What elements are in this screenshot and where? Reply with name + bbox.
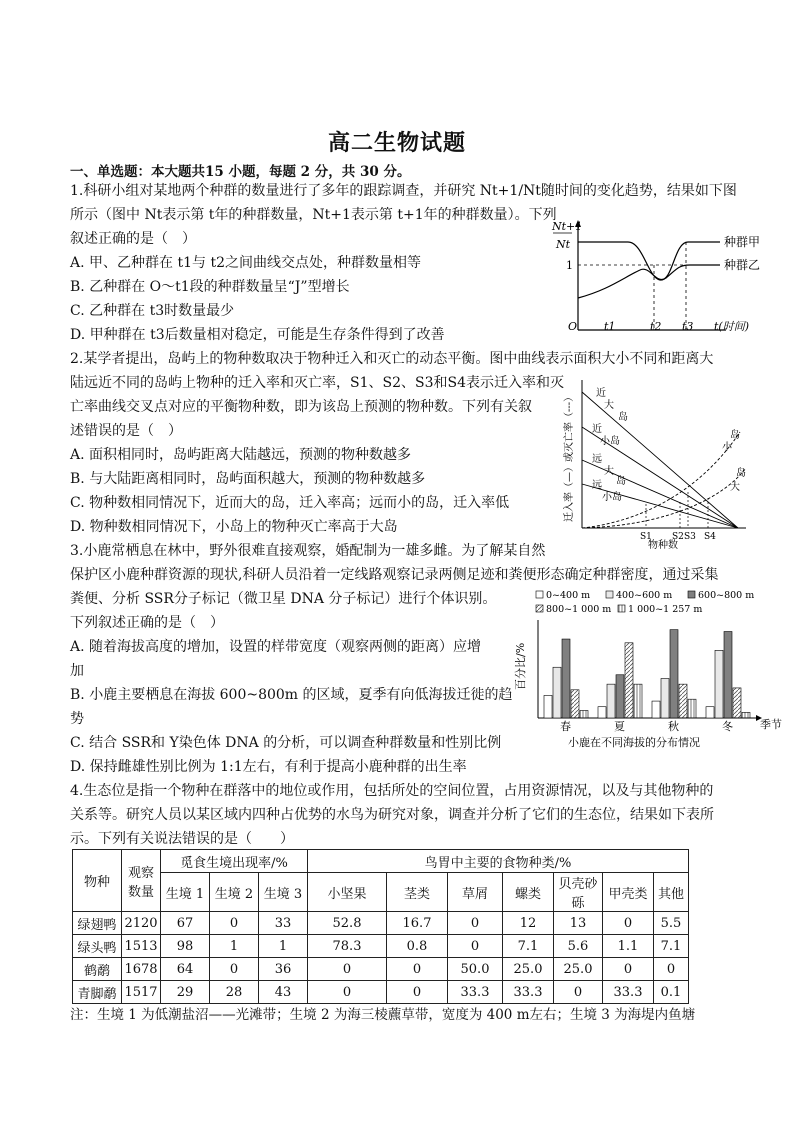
legend-label: 1 000~1 257 m bbox=[628, 604, 703, 615]
q3-option-d: D. 保持雌雄性别比例为 1:1左右，有利于提高小鹿种群的出生率 bbox=[70, 759, 467, 775]
q2-figure bbox=[560, 372, 760, 556]
table-cell: 5.6 bbox=[554, 935, 603, 958]
q3-option-c: C. 结合 SSR和 Y染色体 DNA 的分析，可以调查种群数量和性别比例 bbox=[70, 735, 502, 751]
bar bbox=[733, 688, 741, 718]
table-cell: 0 bbox=[603, 958, 654, 981]
q1-x-label: t(时间) bbox=[714, 320, 750, 333]
q2-c3c: 岛 bbox=[616, 476, 626, 487]
bar bbox=[625, 643, 633, 718]
table-cell: 7.1 bbox=[503, 935, 554, 958]
q2-s3: S3 bbox=[684, 532, 696, 542]
q4-table-note: 注：生境 1 为低潮盐沼——光滩带；生境 2 为海三棱藨草带，宽度为 400 m左右；生境 3 为海堤内鱼塘 bbox=[70, 1007, 696, 1023]
legend-swatch bbox=[688, 591, 695, 598]
table-cell: 0.1 bbox=[654, 981, 689, 1004]
q3-stem-line3: 粪便、分析 SSR分子标记（微卫星 DNA 分子标记）进行个体识别。 bbox=[70, 591, 497, 607]
q1-t1-label: t1 bbox=[604, 320, 616, 333]
q4-stem-line3: 示。下列有关说法错误的是（ ） bbox=[70, 831, 294, 847]
table-cell: 2120 bbox=[122, 912, 161, 935]
q1-ylab-top: Nt+1 bbox=[552, 220, 583, 233]
q1-one-label: 1 bbox=[566, 259, 573, 272]
q2-c4b: 小岛 bbox=[602, 492, 622, 503]
bar bbox=[679, 684, 687, 718]
table-cell: 25.0 bbox=[503, 958, 554, 981]
category-label: 春 bbox=[560, 720, 571, 733]
q3-stem-line4: 下列叙述正确的是（ ） bbox=[70, 615, 224, 631]
table-cell: 0 bbox=[448, 912, 503, 935]
q4-table bbox=[72, 849, 689, 1004]
table-cell: 0.8 bbox=[387, 935, 448, 958]
table-cell: 1678 bbox=[122, 958, 161, 981]
bar bbox=[553, 667, 561, 718]
q1-curve-b bbox=[578, 265, 720, 298]
bar bbox=[688, 699, 696, 718]
q1-option-c: C. 乙种群在 t3时数量最少 bbox=[70, 303, 235, 319]
table-header-habitat: 觅食生境出现率/% bbox=[161, 850, 308, 873]
table-cell: 33 bbox=[259, 912, 308, 935]
table-cell: 0 bbox=[308, 981, 387, 1004]
q1-ylab-bot: Nt bbox=[556, 238, 571, 251]
q1-stem-line2: 所示（图中 Nt表示第 t年的种群数量，Nt+1表示第 t+1年的种群数量）。下列 bbox=[70, 207, 557, 223]
table-cell: 64 bbox=[161, 958, 210, 981]
bar bbox=[607, 684, 615, 718]
table-cell: 0 bbox=[308, 958, 387, 981]
q1-stem-line1: 1.科研小组对某地两个种群的数量进行了多年的跟踪调查，并研究 Nt+1/Nt随时间的变化趋势，结果如下图 bbox=[70, 183, 737, 199]
table-cell: 0 bbox=[387, 958, 448, 981]
q1-origin: O bbox=[568, 320, 578, 333]
table-subheader: 小坚果 bbox=[308, 873, 387, 912]
table-subheader: 生境 1 bbox=[161, 873, 210, 912]
table-cell: 78.3 bbox=[308, 935, 387, 958]
q2-option-c: C. 物种数相同情况下，近而大的岛，迁入率高；远而小的岛，迁入率低 bbox=[70, 495, 510, 511]
table-cell: 0 bbox=[387, 981, 448, 1004]
table-row bbox=[73, 935, 689, 958]
table-cell: 13 bbox=[554, 912, 603, 935]
q1-legend-b: 种群乙 bbox=[724, 258, 761, 272]
q2-x-label: 物种数 bbox=[648, 540, 678, 551]
category-label: 夏 bbox=[614, 720, 625, 733]
q2-d2b: 大 bbox=[730, 482, 740, 493]
legend-swatch bbox=[536, 605, 543, 612]
q3-stem-line1: 3.小鹿常栖息在林中，野外很难直接观察，婚配制为一雄多雌。为了解某自然 bbox=[70, 543, 546, 559]
table-header-count: 观察数量 bbox=[122, 850, 161, 912]
q2-s4: S4 bbox=[704, 532, 716, 542]
table-cell: 0 bbox=[554, 981, 603, 1004]
bar bbox=[742, 712, 750, 718]
legend-label: 600~800 m bbox=[698, 590, 755, 601]
q3-option-b-line1: B. 小鹿主要栖息在海拔 600~800m 的区域，夏季有向低海拔迁徙的趋 bbox=[70, 687, 513, 703]
table-row bbox=[73, 958, 689, 981]
q2-stem-line2: 陆远近不同的岛屿上物种的迁入率和灭亡率，S1、S2、S3和S4表示迁入率和灭 bbox=[70, 375, 564, 391]
table-row bbox=[73, 981, 689, 1004]
table-subheader: 其他 bbox=[654, 873, 689, 912]
table-cell: 0 bbox=[654, 958, 689, 981]
table-cell: 98 bbox=[161, 935, 210, 958]
bar bbox=[580, 710, 588, 718]
q4-stem-line2: 关系等。研究人员以某区域内四种占优势的水鸟为研究对象，调查并分析了它们的生态位，结果如下表所 bbox=[70, 807, 714, 823]
q2-c1b: 大 bbox=[604, 400, 614, 411]
page-title: 高二生物试题 bbox=[327, 130, 466, 156]
q2-option-b: B. 与大陆距离相同时，岛屿面积越大，预测的物种数越多 bbox=[70, 471, 426, 487]
q2-c1c: 岛 bbox=[618, 412, 628, 423]
legend-label: 800~1 000 m bbox=[546, 604, 612, 615]
q2-d2a: 岛 bbox=[736, 468, 746, 479]
table-cell: 1513 bbox=[122, 935, 161, 958]
bar bbox=[634, 684, 642, 718]
q3-option-b-line2: 势 bbox=[70, 711, 84, 727]
table-subheader: 贝壳砂砾 bbox=[554, 873, 603, 912]
bar bbox=[544, 695, 552, 718]
table-cell: 12 bbox=[503, 912, 554, 935]
table-header-food: 鸟胃中主要的食物种类/% bbox=[308, 850, 689, 873]
table-subheader: 生境 3 bbox=[259, 873, 308, 912]
legend-label: 400~600 m bbox=[616, 590, 673, 601]
table-cell: 67 bbox=[161, 912, 210, 935]
section-heading: 一、单选题：本大题共15 小题，每题 2 分，共 30 分。 bbox=[70, 164, 411, 180]
table-cell: 52.8 bbox=[308, 912, 387, 935]
legend-swatch bbox=[536, 591, 543, 598]
q2-stem-line4: 述错误的是（ ） bbox=[70, 423, 182, 439]
q3-chart-title: 小鹿在不同海拔的分布情况 bbox=[568, 736, 700, 749]
table-cell: 0 bbox=[210, 912, 259, 935]
legend-label: 0~400 m bbox=[546, 590, 591, 601]
q2-d1a: 岛 bbox=[730, 430, 740, 441]
table-cell: 5.5 bbox=[654, 912, 689, 935]
q2-curve-far-small bbox=[582, 484, 738, 528]
table-cell: 1 bbox=[259, 935, 308, 958]
category-label: 秋 bbox=[668, 720, 679, 733]
q3-chart-ylabel: 百分比/% bbox=[514, 642, 527, 690]
q2-c4a: 远 bbox=[592, 480, 602, 491]
table-cell-species: 绿头鸭 bbox=[73, 935, 122, 958]
table-cell-species: 青脚鹬 bbox=[73, 981, 122, 1004]
q1-option-b: B. 乙种群在 O～t1段的种群数量呈“J”型增长 bbox=[70, 279, 350, 295]
table-cell: 7.1 bbox=[654, 935, 689, 958]
q2-c3b: 大 bbox=[604, 466, 614, 477]
table-cell: 0 bbox=[210, 958, 259, 981]
bar bbox=[616, 675, 624, 718]
q2-c2b: 小岛 bbox=[600, 436, 620, 447]
q1-legend-a: 种群甲 bbox=[724, 235, 761, 249]
table-cell: 1.1 bbox=[603, 935, 654, 958]
q2-c1a: 近 bbox=[596, 388, 606, 399]
q2-c3a: 远 bbox=[592, 454, 602, 465]
q2-option-a: A. 面积相同时，岛屿距离大陆越远，预测的物种数越多 bbox=[70, 447, 412, 463]
table-row bbox=[73, 912, 689, 935]
table-cell: 1517 bbox=[122, 981, 161, 1004]
bar bbox=[652, 701, 660, 718]
bar bbox=[724, 632, 732, 718]
table-subheader: 草屑 bbox=[448, 873, 503, 912]
q3-chart-xlabel: 季节 bbox=[760, 718, 782, 731]
table-cell: 0 bbox=[603, 912, 654, 935]
category-label: 冬 bbox=[722, 720, 733, 733]
table-cell-species: 鹤鹬 bbox=[73, 958, 122, 981]
q1-curve-a bbox=[578, 242, 720, 280]
table-cell: 36 bbox=[259, 958, 308, 981]
legend-swatch bbox=[606, 591, 613, 598]
q1-option-d: D. 甲种群在 t3后数量相对稳定，可能是生存条件得到了改善 bbox=[70, 327, 445, 343]
q1-t2-label: t2 bbox=[650, 320, 662, 333]
q1-stem-line3: 叙述正确的是（ ） bbox=[70, 231, 196, 247]
legend-swatch bbox=[618, 605, 625, 612]
table-cell: 33.3 bbox=[503, 981, 554, 1004]
bar bbox=[670, 630, 678, 718]
q2-option-d: D. 物种数相同情况下，小岛上的物种灭亡率高于大岛 bbox=[70, 519, 398, 535]
bar bbox=[661, 679, 669, 718]
q2-s2: S2 bbox=[672, 532, 684, 542]
table-subheader: 茎类 bbox=[387, 873, 448, 912]
table-cell: 16.7 bbox=[387, 912, 448, 935]
q3-stem-line2: 保护区小鹿种群资源的现状,科研人员沿着一定线路观察记录两侧足迹和粪便形态确定种群密度，通过采集 bbox=[70, 567, 719, 583]
q2-stem-line1: 2.某学者提出，岛屿上的物种数取决于物种迁入和灭亡的动态平衡。图中曲线表示面积大小不同和距离大 bbox=[70, 351, 714, 367]
q2-s1: S1 bbox=[640, 532, 652, 542]
table-cell: 0 bbox=[448, 935, 503, 958]
bar bbox=[598, 707, 606, 718]
table-cell: 50.0 bbox=[448, 958, 503, 981]
q3-option-a-line2: 加 bbox=[70, 663, 84, 679]
bar bbox=[706, 707, 714, 718]
q1-option-a: A. 甲、乙种群在 t1与 t2之间曲线交点处，种群数量相等 bbox=[70, 255, 421, 271]
table-header-species: 物种 bbox=[73, 850, 122, 912]
bar bbox=[571, 690, 579, 718]
table-cell: 1 bbox=[210, 935, 259, 958]
q2-curve-near-large bbox=[582, 392, 738, 528]
table-subheader: 甲壳类 bbox=[603, 873, 654, 912]
table-cell: 29 bbox=[161, 981, 210, 1004]
bar bbox=[715, 650, 723, 718]
table-subheader: 生境 2 bbox=[210, 873, 259, 912]
table-subheader: 螺类 bbox=[503, 873, 554, 912]
q3-bar-chart bbox=[510, 590, 790, 752]
q4-stem-line1: 4.生态位是指一个物种在群落中的地位或作用，包括所处的空间位置，占用资源情况，以及与其他物种的 bbox=[70, 783, 714, 799]
table-cell-species: 绿翅鸭 bbox=[73, 912, 122, 935]
table-cell: 33.3 bbox=[448, 981, 503, 1004]
bar bbox=[562, 639, 570, 718]
table-cell: 43 bbox=[259, 981, 308, 1004]
q2-c2a: 近 bbox=[592, 424, 602, 435]
q1-t3-label: t3 bbox=[682, 320, 694, 333]
q2-d1b: 小 bbox=[722, 442, 732, 453]
q2-y-label: 迁入率（—）或灭亡率（---） bbox=[564, 391, 575, 522]
q3-option-a-line1: A. 随着海拔高度的增加，设置的样带宽度（观察两侧的距离）应增 bbox=[70, 639, 482, 655]
q1-figure bbox=[548, 218, 794, 338]
table-cell: 28 bbox=[210, 981, 259, 1004]
table-cell: 33.3 bbox=[603, 981, 654, 1004]
table-cell: 25.0 bbox=[554, 958, 603, 981]
q2-stem-line3: 亡率曲线交叉点对应的平衡物种数，即为该岛上预测的物种数。下列有关叙 bbox=[70, 399, 532, 415]
